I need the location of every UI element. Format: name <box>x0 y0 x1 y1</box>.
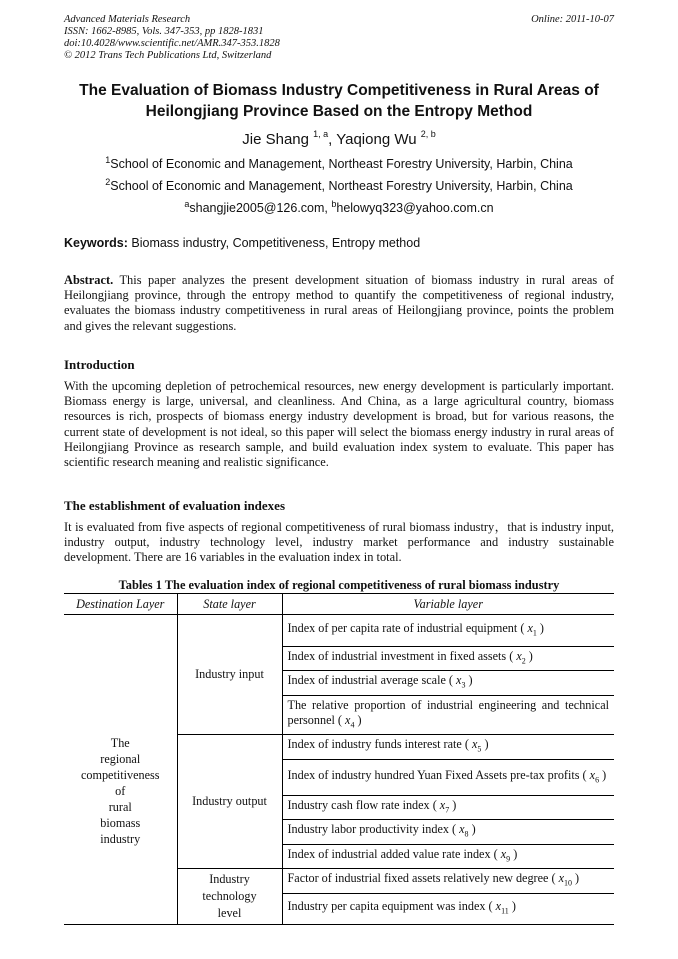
state-tech-line: level <box>217 906 242 921</box>
keywords-text: Biomass industry, Competitiveness, Entropy method <box>127 236 421 250</box>
journal-header <box>64 14 280 62</box>
copyright-line: © 2012 Trans Tech Publications Ltd, Switzerland <box>64 50 272 61</box>
destination-line: of <box>115 783 126 798</box>
variable-cell: Industry cash flow rate index ( $x_7$ ) <box>282 795 614 819</box>
variable-cell: Factor of industrial fixed assets relatively new degree ( $x_{10}$ ) <box>282 869 614 894</box>
destination-line: regional <box>100 751 141 766</box>
destination-line: industry <box>100 831 141 846</box>
variable-cell: Index of industrial investment in fixed assets ( $x_2$ ) <box>282 647 614 671</box>
state-industry-output: Industry output <box>177 735 282 869</box>
introduction-text: With the upcoming depletion of petrochemical resources, new energy development is particularly important. Biomass energy is large, universal, and cleanliness. And China, as a large agricultural country, biomass resources is rich, prospects of biomass energy industry development is broad, but for various reasons, the current state of development is not ideal, so this paper will select the biomass energy industry in rural areas of Heilongjiang Province as research sample, and build evaluation index system to evaluate. This paper has scientific research meaning and realistic significance. <box>64 379 614 470</box>
journal-name: Advanced Materials Research <box>64 14 191 25</box>
keywords-label: Keywords: <box>64 236 128 250</box>
introduction-heading: Introduction <box>64 357 135 372</box>
affiliation-1-sup: 1 <box>105 155 111 165</box>
table-row <box>64 615 614 647</box>
affiliation-2-sup: 2 <box>105 177 111 187</box>
destination-line: The <box>110 735 130 750</box>
email-a-sup: a <box>184 199 190 209</box>
indexes-heading: The establishment of evaluation indexes <box>64 498 286 513</box>
indexes-text: It is evaluated from five aspects of regional competitiveness of rural biomass industry，that is industry input, industry output, industry technology level, industry market performance and industry sustainable development. There are 16 variables in the evaluation index in total. <box>64 520 614 565</box>
evaluation-index-table <box>64 593 614 925</box>
abstract-label: Abstract. <box>64 273 114 287</box>
state-tech-line: Industry <box>209 872 250 887</box>
affiliation-1-text: School of Economic and Management, Northeast Forestry University, Harbin, China <box>110 157 573 171</box>
state-industry-technology-level <box>177 869 282 925</box>
variable-cell: Industry labor productivity index ( $x_8$ ) <box>282 820 614 844</box>
affiliation-2-text: School of Economic and Management, Northeast Forestry University, Harbin, China <box>110 179 573 193</box>
variable-cell: Industry per capita equipment was index ( $x_{11}$ ) <box>282 894 614 925</box>
doi-line: doi:10.4028/www.scientific.net/AMR.347-353.1828 <box>64 38 280 49</box>
author-separator: , <box>328 131 337 148</box>
variable-cell: Index of industry funds interest rate ( $x_5$ ) <box>282 735 614 759</box>
affiliation-2 <box>0 179 678 193</box>
email-line <box>0 201 678 215</box>
state-tech-line: technology <box>202 889 257 904</box>
destination-cell <box>64 615 177 925</box>
col-destination-layer: Destination Layer <box>64 594 177 615</box>
table-header-row <box>64 594 614 615</box>
keywords <box>64 236 420 250</box>
variable-cell: Index of industrial average scale ( $x_3$ ) <box>282 671 614 695</box>
online-date: Online: 2011-10-07 <box>531 14 614 25</box>
author-2: Yaqiong Wu <box>336 131 421 148</box>
email-b-sup: b <box>331 199 337 209</box>
table-caption: Tables 1 The evaluation index of regional competitiveness of rural biomass industry <box>118 578 560 592</box>
abstract <box>64 273 614 334</box>
issn-line: ISSN: 1662-8985, Vols. 347-353, pp 1828-1831 <box>64 26 264 37</box>
author-1-sup: 1, a <box>313 129 329 139</box>
col-state-layer: State layer <box>177 594 282 615</box>
author-2-sup: 2, b <box>420 129 436 139</box>
destination-line: rural <box>108 799 132 814</box>
author-line <box>0 131 678 148</box>
col-variable-layer: Variable layer <box>282 594 614 615</box>
variable-cell: Index of industrial added value rate index ( $x_9$ ) <box>282 844 614 868</box>
email-a[interactable]: shangjie2005@126.com, <box>189 201 332 215</box>
abstract-text: This paper analyzes the present development situation of biomass industry in rural areas of Heilongjiang province, through the entropy method to quantify the competitiveness of regional industry, evaluates the biomass industry competitiveness in rural areas of Heilongjiang province, points the problem and gives the relevant suggestions. <box>64 273 614 333</box>
variable-cell: The relative proportion of industrial engineering and technical personnel ( $x_4$ ) <box>282 695 614 734</box>
affiliation-1 <box>0 157 678 171</box>
paper-title: The Evaluation of Biomass Industry Competitiveness in Rural Areas of Heilongjiang Province Based on the Entropy Method <box>79 82 599 120</box>
destination-line: competitiveness <box>80 767 160 782</box>
state-industry-input: Industry input <box>177 615 282 735</box>
destination-line: biomass <box>100 815 141 830</box>
variable-cell: Index of per capita rate of industrial equipment ( $x_1$ ) <box>282 615 614 647</box>
email-b[interactable]: helowyq323@yahoo.com.cn <box>336 201 494 215</box>
variable-cell: Index of industry hundred Yuan Fixed Assets pre-tax profits ( $x_6$ ) <box>282 759 614 795</box>
author-1: Jie Shang <box>242 131 314 148</box>
